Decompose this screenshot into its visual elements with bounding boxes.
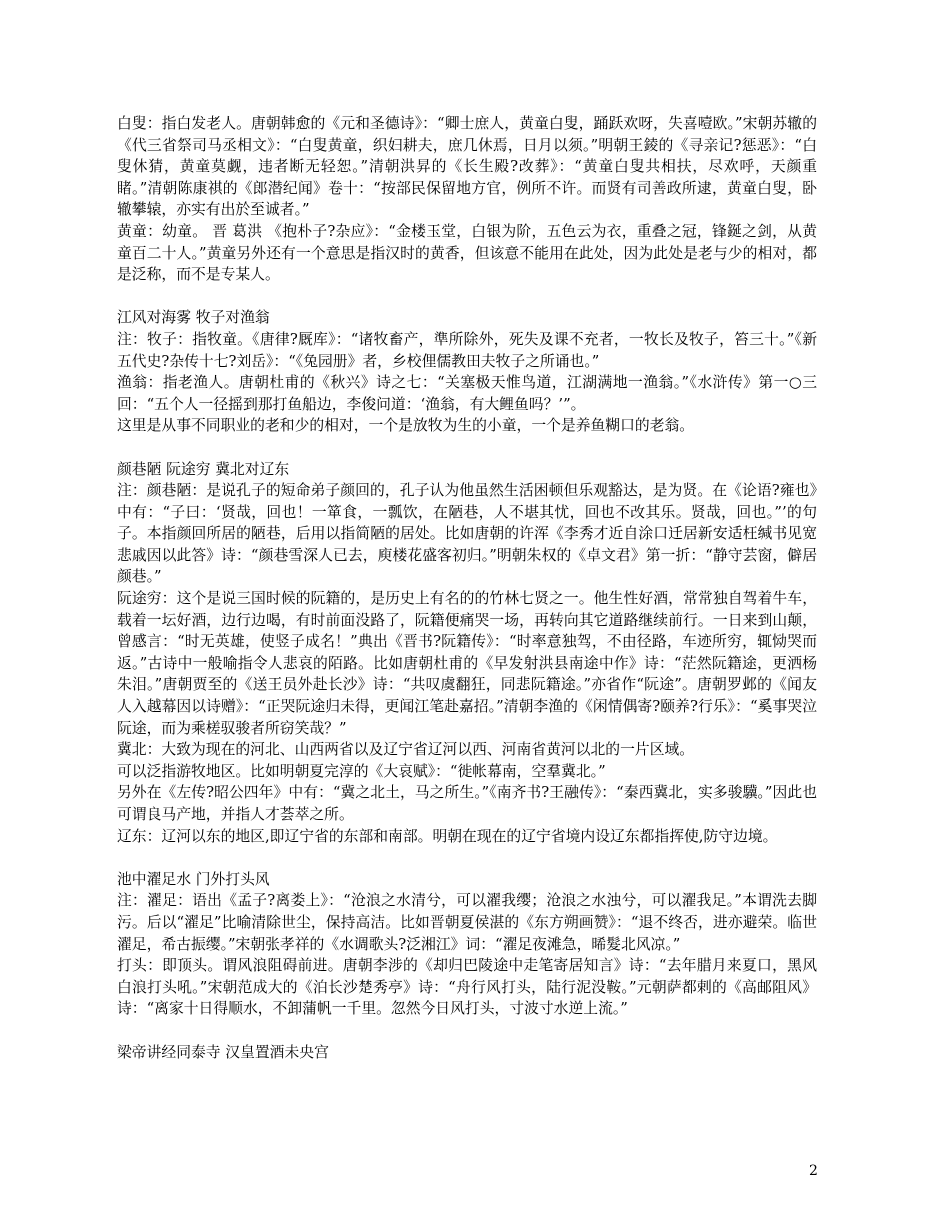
paragraph: 这里是从事不同职业的老和少的相对，一个是放牧为生的小童，一个是养鱼糊口的老翁。: [117, 417, 695, 435]
paragraph-spacer: [117, 286, 817, 308]
section-heading: 梁帝讲经同泰寺 汉皇置酒未央宫: [117, 1043, 329, 1061]
paragraph-spacer: [117, 1020, 817, 1042]
paragraph-spacer: [117, 847, 817, 869]
section-heading: 池中濯足水 门外打头风: [117, 870, 270, 888]
paragraph: 注：牧子：指牧童。《唐律?厩库》：“诸牧畜产，準所除外，死失及课不充者，一牧长及牧子，笞三十。”《新五代史?杂传十七?刘岳》：“《兔园册》者，乡校俚儒教田夫牧子之所诵也。”: [117, 330, 817, 370]
paragraph: 另外在《左传?昭公四年》中有：“冀之北土，马之所生。”《南齐书?王融传》：“秦西冀北，实多骏驥。”因此也可谓良马产地，并指人才荟萃之所。: [117, 784, 817, 823]
section-heading: 颜巷陋 阮途穷 冀北对辽东: [117, 460, 290, 478]
paragraph: 辽东：辽河以东的地区,即辽宁省的东部和南部。明朝在现在的辽宁省境内设辽东都指挥使,防守边境。: [117, 827, 778, 845]
paragraph: 黄童：幼童。 晋 葛洪 《抱朴子?杂应》：“金楼玉堂，白银为阶，五色云为衣，重叠之冠，锋鋋之剑，从黄童百二十人。”黄童另外还有一个意思是指汉时的黄香，但该意不能用在此处，因为此处是老与少的相对，都是泛称，而不是专某人。: [117, 222, 817, 284]
paragraph: 注：濯足：语出《孟子?离娄上》：“沧浪之水清兮，可以濯我缨；沧浪之水浊兮，可以濯我足。”本谓洗去脚污。后以“濯足”比喻清除世尘，保持高洁。比如晋朝夏侯湛的《东方朔画赞》：“退不终否，进亦避荣。临世濯足，希古振缨。”宋朝张孝祥的《水调歌头?泛湘江》词：“濯足夜滩急，晞髮北风凉。”: [117, 892, 817, 953]
paragraph: 渔翁：指老渔人。唐朝杜甫的《秋兴》诗之七：“关塞极天惟鸟道，江湖满地一渔翁。”《水浒传》第一○三回：“五个人一径摇到那打鱼船边，李俊问道：‘渔翁，有大鲤鱼吗？’”。: [117, 374, 817, 413]
section-heading: 江风对海雾 牧子对渔翁: [117, 309, 270, 327]
paragraph-spacer: [117, 437, 817, 459]
paragraph: 白叟：指白发老人。唐朝韩愈的《元和圣德诗》：“卿士庶人，黄童白叟，踊跃欢呀，失喜噎欧。”宋朝苏辙的《代三省祭司马丞相文》：“白叟黄童，织妇耕夫，庶几休焉，日月以须。”明朝王錂的《寻亲记?惩恶》：“白叟休猜，黄童莫觑，违者断无轻恕。”清朝洪昇的《长生殿?改葬》：“黄童白叟共相扶，尽欢呼，天颜重睹。”清朝陈康祺的《郎潜纪闻》卷十：“按部民保留地方官，例所不许。而贤有司善政所逮，黄童白叟，卧辙攀辕，亦实有出於至诚者。”: [117, 115, 817, 219]
paragraph: 阮途穷：这个是说三国时候的阮籍的，是历史上有名的的竹林七贤之一。他生性好酒，常常独自驾着牛车，载着一坛好酒，边行边喝，有时前面没路了，阮籍便痛哭一场，再转向其它道路继续前行。一日来到山颠，曾感言：“时无英雄，使竖子成名！”典出《晋书?阮籍传》：“时率意独驾，不由径路，车迹所穷，辄恸哭而返。”古诗中一般喻指令人悲哀的陌路。比如唐朝杜甫的《早发射洪县南途中作》诗：“茫然阮籍途，更洒杨朱泪。”唐朝贾至的《送王员外赴长沙》诗：“共叹虞翻狂，同悲阮籍途。”亦省作“阮途”。唐朝罗邺的《闻友人入越幕因以诗赠》：“正哭阮途归未得，更闻江笔赴嘉招。”清朝李渔的《闲情偶寄?颐养?行乐》：“奚事哭泣阮途，而为乘槎驭骏者所窃笑哉？”: [117, 590, 817, 737]
paragraph: 可以泛指游牧地区。比如明朝夏完淳的《大哀赋》：“徙帐幕南，空羣冀北。”: [117, 762, 606, 780]
paragraph: 注：颜巷陋：是说孔子的短命弟子颜回的，孔子认为他虽然生活困顿但乐观豁达，是为贤。在《论语?雍也》中有：“子曰：‘贤哉，回也！一箪食，一瓢饮，在陋巷，人不堪其忧，回也不改其乐。贤哉，回也。”’的句子。本指颜回所居的陋巷，后用以指简陋的居处。比如唐朝的许浑《李秀才近自涂口迁居新安适枉缄书见宽悲戚因以此答》诗：“颜巷雪深人已去，庾楼花盛客初归。”明朝朱权的《卓文君》第一折：“静守芸窗，僻居颜巷。”: [117, 482, 817, 586]
paragraph: 冀北：大致为现在的河北、山西两省以及辽宁省辽河以西、河南省黄河以北的一片区域。: [117, 741, 695, 759]
document-body: [117, 113, 817, 1063]
paragraph: 打头：即顶头。谓风浪阻碍前进。唐朝李涉的《却归巴陵途中走笔寄居知言》诗：“去年腊月来夏口，黑风白浪打头吼。”宋朝范成大的《泊长沙楚秀亭》诗：“舟行风打头，陆行泥没鞍。”元朝萨都剌的《高邮阻风》诗：“离家十日得顺水，不卸蒲帆一千里。忽然今日风打头，寸波寸水逆上流。”: [117, 957, 817, 1018]
page-number: 2: [809, 1163, 818, 1179]
